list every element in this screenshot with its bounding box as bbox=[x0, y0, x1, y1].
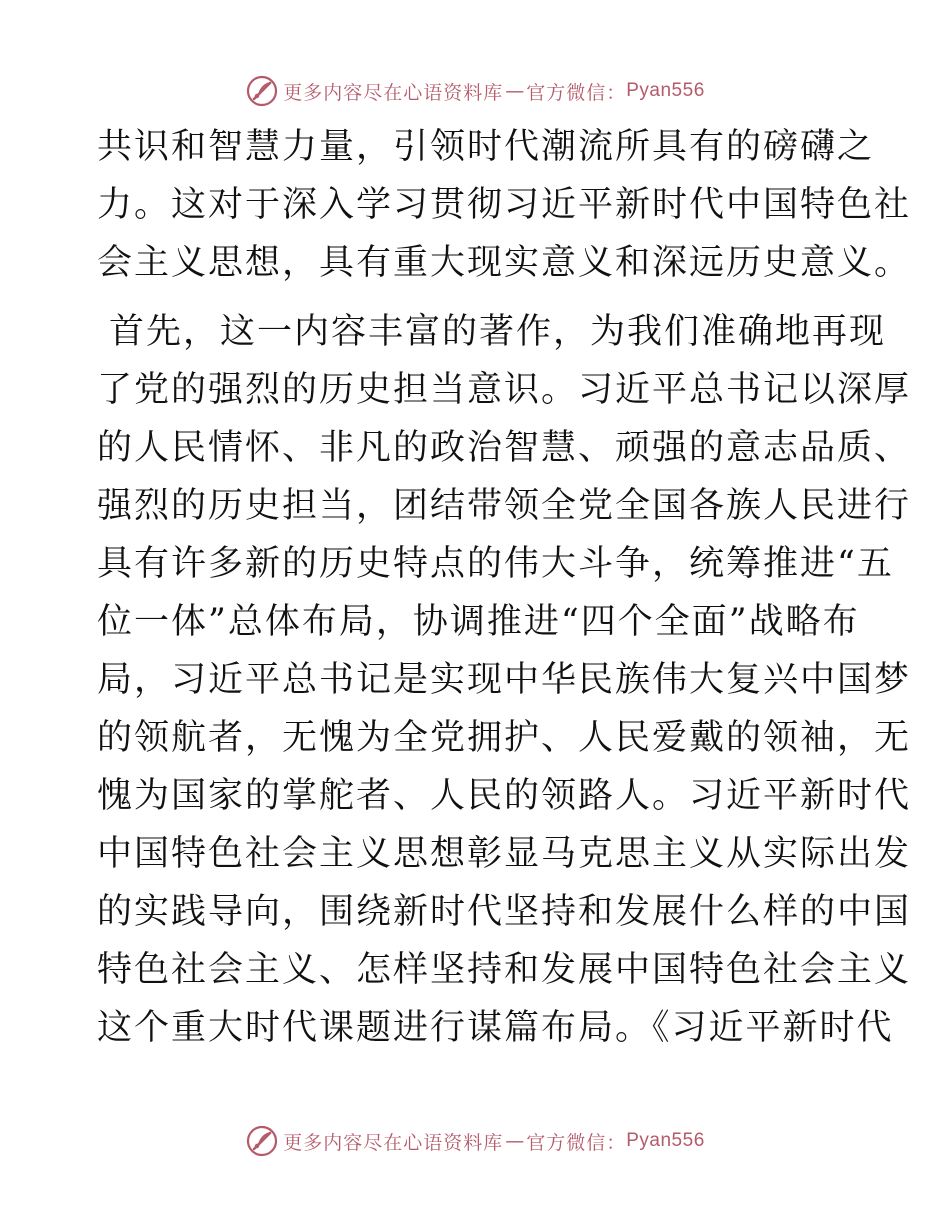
text-line: 这个重大时代课题进行谋篇布局。《习近平新时代 bbox=[97, 1008, 894, 1048]
watermark-text: 更多内容尽在心语资料库 bbox=[283, 81, 504, 104]
document-body bbox=[97, 118, 912, 1057]
text-line: 特色社会主义、怎样坚持和发展中国特色社会主义 bbox=[97, 950, 912, 990]
text-line: 位一体”总体布局，协调推进“四个全面”战略布 bbox=[97, 602, 860, 642]
watermark-wechat-label: 官方微信： bbox=[526, 1131, 627, 1154]
text-line: 共识和智慧力量，引领时代潮流所具有的磅礴之 bbox=[97, 127, 875, 167]
text-line: 具有许多新的历史特点的伟大斗争，统筹推进“五 bbox=[97, 544, 894, 584]
watermark-separator: — bbox=[505, 80, 525, 102]
text-line: 局，习近平总书记是实现中华民族伟大复兴中国梦 bbox=[97, 660, 912, 700]
watermark-wechat-id: Pyan556 bbox=[626, 1130, 705, 1151]
text-line: 的领航者，无愧为全党拥护、人民爱戴的领袖，无 bbox=[97, 718, 912, 758]
text-line: 的实践导向，围绕新时代坚持和发展什么样的中国 bbox=[97, 892, 912, 932]
text-line: 强烈的历史担当，团结带领全党全国各族人民进行 bbox=[97, 486, 912, 526]
header-watermark bbox=[0, 71, 950, 111]
text-line: 的人民情怀、非凡的政治智慧、顽强的意志品质、 bbox=[97, 428, 912, 468]
watermark-text: 更多内容尽在心语资料库 bbox=[283, 1131, 504, 1154]
text-line: 愧为国家的掌舵者、人民的领路人。习近平新时代 bbox=[97, 776, 912, 816]
feather-pen-logo-icon bbox=[245, 1124, 279, 1158]
watermark-wechat-id: Pyan556 bbox=[626, 80, 705, 101]
paragraph-gap bbox=[97, 292, 857, 303]
text-line: 会主义思想，具有重大现实意义和深远历史意义。 bbox=[97, 243, 912, 283]
text-line: 中国特色社会主义思想彰显马克思主义从实际出发 bbox=[97, 834, 912, 874]
text-line: 了党的强烈的历史担当意识。习近平总书记以深厚 bbox=[97, 370, 912, 410]
feather-pen-logo-icon bbox=[245, 74, 279, 108]
footer-watermark bbox=[0, 1121, 950, 1161]
paragraph-2 bbox=[97, 303, 912, 1057]
text-line: 首先，这一内容丰富的著作，为我们准确地再现 bbox=[109, 312, 887, 352]
text-line: 力。这对于深入学习贯彻习近平新时代中国特色社 bbox=[97, 185, 912, 225]
watermark-separator: — bbox=[505, 1130, 525, 1152]
watermark-wechat-label: 官方微信： bbox=[526, 81, 627, 104]
paragraph-1 bbox=[97, 118, 912, 292]
